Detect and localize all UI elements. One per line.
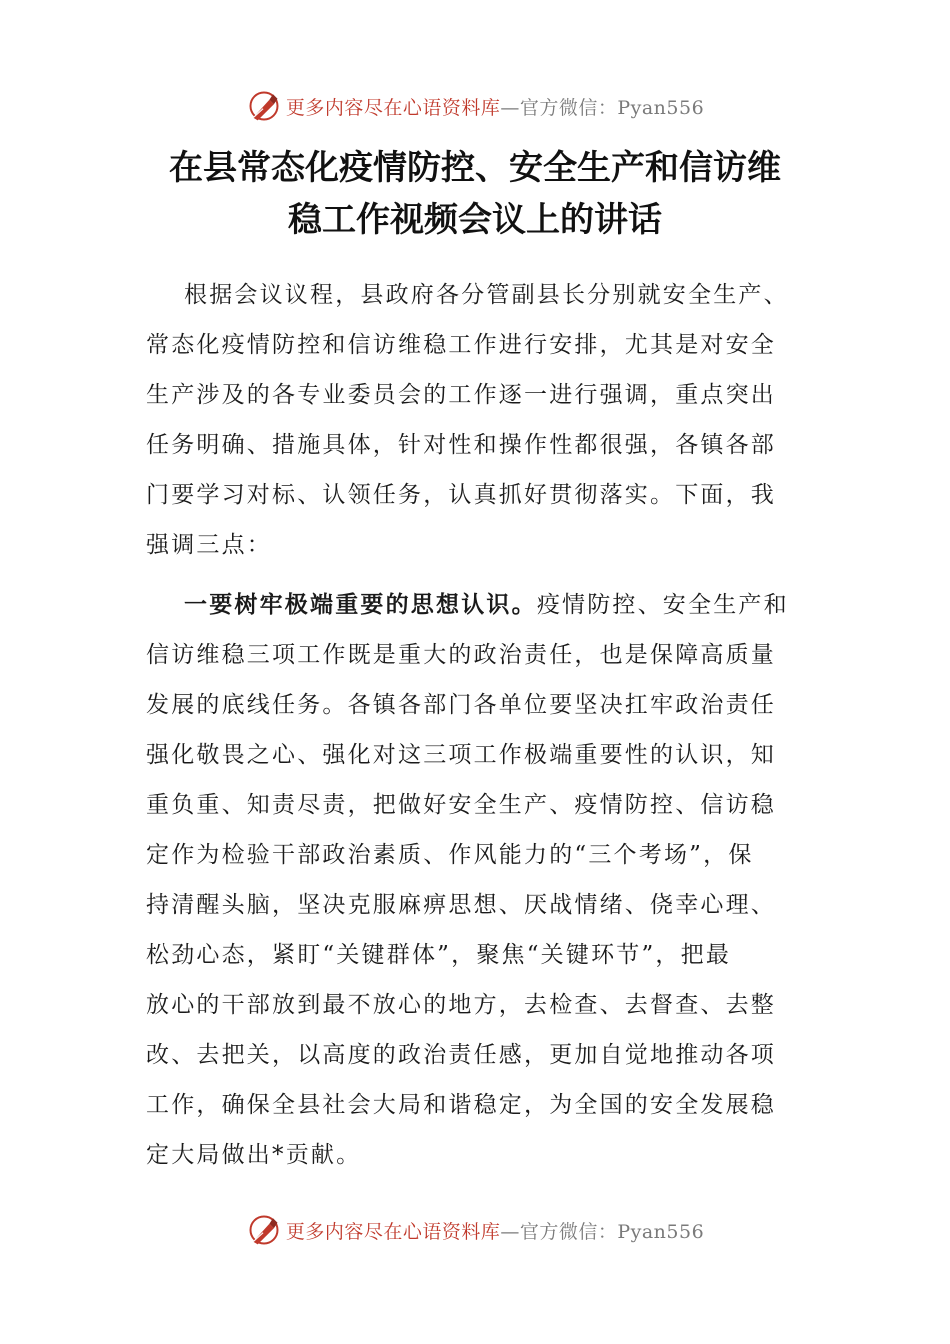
text-line: 重负重、知责尽责，把做好安全生产、疫情防控、信访稳	[146, 792, 776, 818]
watermark-red-text: 更多内容尽在心语资料库	[285, 1220, 501, 1243]
text-line: 任务明确、措施具体，针对性和操作性都很强，各镇各部	[146, 432, 776, 458]
text-line: 放心的干部放到最不放心的地方，去检查、去督查、去整	[146, 992, 776, 1018]
paragraph-intro	[146, 270, 806, 570]
pen-nib-icon	[246, 1212, 282, 1248]
text-line: 强调三点：	[146, 532, 272, 558]
text-line: 根据会议议程，县政府各分管副县长分别就安全生产、	[184, 282, 789, 308]
text-line: 持清醒头脑，坚决克服麻痹思想、厌战情绪、侥幸心理、	[146, 892, 776, 918]
point-heading-rest: 疫情防控、安全生产和	[536, 592, 789, 618]
text-line: 工作，确保全县社会大局和谐稳定，为全国的安全发展稳	[146, 1092, 776, 1118]
text-line: 松劲心态，紧盯“关键群体”，聚焦“关键环节”，把最	[146, 942, 732, 968]
watermark-gray-text: —官方微信：Pyan556	[500, 1220, 705, 1243]
title-line: 在县常态化疫情防控、安全生产和信访维	[169, 148, 781, 188]
pen-nib-icon	[246, 88, 282, 124]
watermark-gray-text: —官方微信：Pyan556	[500, 96, 705, 119]
text-line: 常态化疫情防控和信访维稳工作进行安排，尤其是对安全	[146, 332, 776, 358]
point-heading: 一要树牢极端重要的思想认识。	[184, 591, 537, 618]
text-line: 强化敬畏之心、强化对这三项工作极端重要性的认识，知	[146, 742, 776, 768]
paragraph-point-one	[146, 580, 806, 1180]
title-line: 稳工作视频会议上的讲话	[288, 200, 662, 240]
text-line: 定作为检验干部政治素质、作风能力的“三个考场”，保	[146, 842, 754, 868]
watermark-footer	[0, 1210, 950, 1250]
page-title	[100, 142, 850, 246]
text-line: 改、去把关，以高度的政治责任感，更加自觉地推动各项	[146, 1042, 776, 1068]
text-line: 信访维稳三项工作既是重大的政治责任，也是保障高质量	[146, 642, 776, 668]
text-line: 定大局做出*贡献。	[146, 1142, 362, 1168]
text-line: 发展的底线任务。各镇各部门各单位要坚决扛牢政治责任	[146, 692, 776, 718]
watermark-red-text: 更多内容尽在心语资料库	[285, 96, 501, 119]
text-line	[146, 580, 806, 630]
watermark-header	[0, 86, 950, 126]
text-line: 生产涉及的各专业委员会的工作逐一进行强调，重点突出	[146, 382, 776, 408]
text-line: 门要学习对标、认领任务，认真抓好贯彻落实。下面，我	[146, 482, 776, 508]
